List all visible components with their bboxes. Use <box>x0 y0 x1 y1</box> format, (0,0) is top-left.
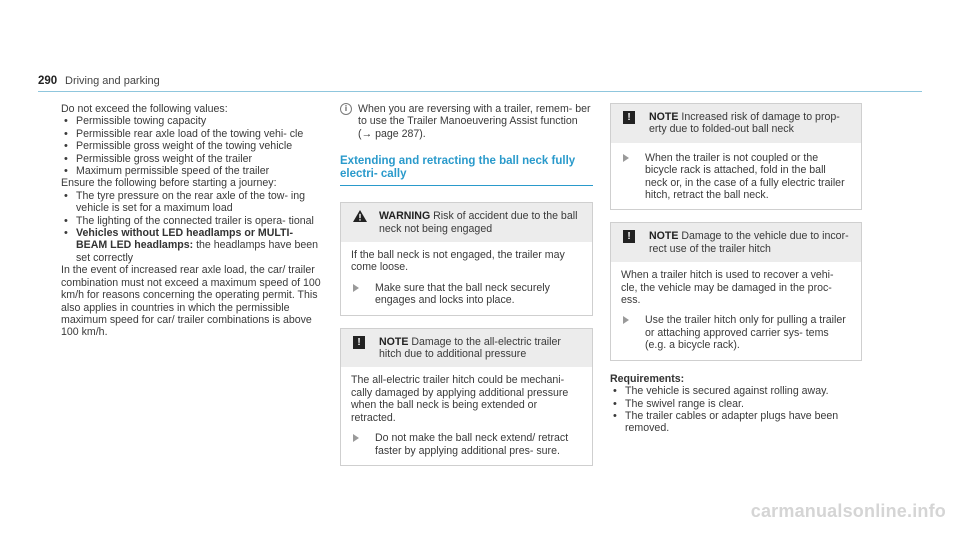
step-text: When the trailer is not coupled or the bicycle rack is attached, fold in the ball neck or, in the case of a fully electric trailer hitch, retract the ball neck. <box>645 151 845 202</box>
page-header <box>38 74 922 92</box>
note-box <box>340 328 593 466</box>
warning-text: If the ball neck is not engaged, the trailer may come loose. <box>351 249 565 274</box>
check-text: the headlamps have been set correctly <box>76 239 319 264</box>
warning-box <box>340 202 593 315</box>
note-label: NOTE <box>649 230 679 243</box>
note-text: When a trailer hitch is used to recover a vehi- cle, the vehicle may be damaged in the proc- ess. <box>621 269 834 307</box>
column-left <box>61 103 323 339</box>
note-header <box>341 329 592 368</box>
step-text: Use the trailer hitch only for pulling a trailer or attaching approved carrier sys- tems (e.g. a bicycle rack). <box>645 314 846 352</box>
check-text: The tyre pressure on the rear axle of the tow- ing vehicle is set for a maximum load <box>76 189 306 215</box>
note-step <box>621 152 851 202</box>
notice-icon: ! <box>353 336 365 349</box>
requirements-label: Requirements: <box>610 372 685 385</box>
arrow-icon <box>623 316 629 324</box>
info-note <box>340 103 593 140</box>
list-item: • Permissible gross weight of the towing vehicle <box>61 140 323 152</box>
list-item: • Permissible gross weight of the trailer <box>61 153 323 165</box>
column-right <box>610 103 862 435</box>
note-body <box>611 262 861 359</box>
page-number: 290 <box>38 75 58 87</box>
note-label: NOTE <box>649 111 679 123</box>
list-item: • The trailer cables or adapter plugs have been removed. <box>610 410 862 435</box>
note-step <box>351 432 582 457</box>
note-title: Damage to the vehicle due to incor- rect use of the trailer hitch <box>649 230 849 255</box>
note-header <box>611 223 861 262</box>
speed-paragraph: In the event of increased rear axle load, the car/ trailer combination must not exceed a maximum speed of 100 km/h for reasons concerning the operating permit. This also applies in countries in which the permissible maximum speed for car/ trailer combinations is above 100 km/h. <box>61 264 321 339</box>
list-item: • Permissible towing capacity <box>61 115 323 127</box>
note-step <box>621 314 851 351</box>
list-item <box>61 215 323 227</box>
ensure-intro: Ensure the following before starting a journey: <box>61 177 277 190</box>
arrow-icon <box>353 434 359 442</box>
column-middle <box>340 103 593 466</box>
warning-step <box>351 282 582 307</box>
warning-body <box>341 242 592 315</box>
note-title: Damage to the all-electric trailer hitch due to additional pressure <box>379 335 561 361</box>
list-item: • The swivel range is clear. <box>610 398 862 410</box>
notice-icon: ! <box>623 230 635 243</box>
values-list <box>61 115 323 177</box>
notice-icon: ! <box>623 111 635 124</box>
step-text: Make sure that the ball neck securely engages and locks into place. <box>375 281 550 307</box>
warning-label: WARNING <box>379 210 431 223</box>
info-text: When you are reversing with a trailer, remem- ber to use the Trailer Manoeuvering Assist function (→ page 287). <box>358 103 591 140</box>
list-item <box>61 227 323 264</box>
check-condition: Vehicles without LED headlamps or MULTI- BEAM LED headlamps: <box>76 227 294 252</box>
warning-title: Risk of accident due to the ball neck not being engaged <box>379 210 578 235</box>
step-text: Do not make the ball neck extend/ retract faster by applying additional pres- sure. <box>375 432 569 457</box>
values-intro: Do not exceed the following values: <box>61 103 228 115</box>
note-box <box>610 103 862 210</box>
list-item <box>61 190 323 215</box>
checks-list <box>61 190 323 264</box>
section-title: Extending and retracting the ball neck fully electri- cally <box>340 155 593 186</box>
section-name: Driving and parking <box>65 75 160 87</box>
arrow-icon <box>353 284 359 292</box>
list-item: • Permissible rear axle load of the towing vehi- cle <box>61 128 323 140</box>
check-text: The lighting of the connected trailer is opera- tional <box>76 214 314 227</box>
list-item: • Maximum permissible speed of the trailer <box>61 165 323 177</box>
list-item: • The vehicle is secured against rolling away. <box>610 385 862 397</box>
warning-triangle-icon <box>353 210 367 225</box>
arrow-icon <box>623 154 629 162</box>
watermark: carmanualsonline.info <box>750 501 946 521</box>
note-label: NOTE <box>379 335 409 348</box>
info-icon: i <box>340 103 352 115</box>
note-header <box>611 104 861 143</box>
note-box <box>610 222 862 360</box>
note-body <box>341 367 592 464</box>
warning-header <box>341 203 592 242</box>
note-body <box>611 143 861 210</box>
note-title: Increased risk of damage to prop- erty due to folded-out ball neck <box>649 111 840 136</box>
requirements-list <box>610 385 862 435</box>
note-text: The all-electric trailer hitch could be mechani- cally damaged by applying additional pressure when the ball neck is being extended or retracted. <box>351 374 569 424</box>
